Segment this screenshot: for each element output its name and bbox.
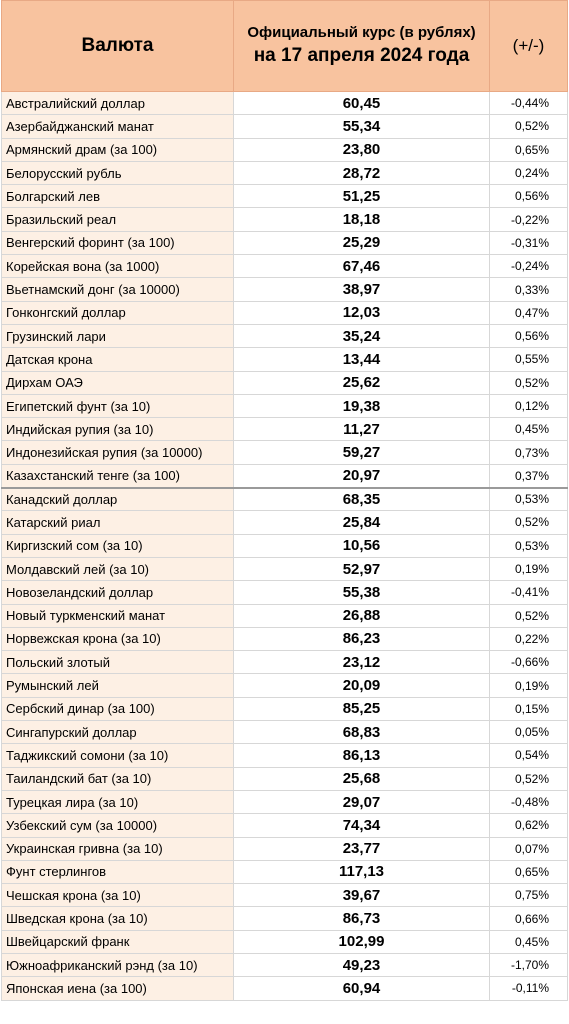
table-row bbox=[2, 721, 568, 744]
table-row bbox=[2, 534, 568, 557]
table-row bbox=[2, 441, 568, 464]
currency-name-cell: Польский злотый bbox=[2, 651, 234, 674]
table-row bbox=[2, 651, 568, 674]
change-cell: 0,19% bbox=[490, 674, 568, 697]
rate-cell: 11,27 bbox=[234, 418, 490, 441]
table-row bbox=[2, 837, 568, 860]
change-cell: 0,52% bbox=[490, 767, 568, 790]
table-row bbox=[2, 557, 568, 580]
currency-name-cell: Дирхам ОАЭ bbox=[2, 371, 234, 394]
change-cell: 0,56% bbox=[490, 185, 568, 208]
header-rate bbox=[234, 1, 490, 92]
rate-cell: 86,13 bbox=[234, 744, 490, 767]
table-row bbox=[2, 604, 568, 627]
currency-name-cell: Белорусский рубль bbox=[2, 161, 234, 184]
currency-name-cell: Таджикский сомони (за 10) bbox=[2, 744, 234, 767]
change-cell: 0,55% bbox=[490, 348, 568, 371]
rate-cell: 19,38 bbox=[234, 394, 490, 417]
currency-name-cell: Катарский риал bbox=[2, 511, 234, 534]
currency-name-cell: Шведская крона (за 10) bbox=[2, 907, 234, 930]
rate-cell: 12,03 bbox=[234, 301, 490, 324]
currency-name-cell: Фунт стерлингов bbox=[2, 860, 234, 883]
table-row bbox=[2, 231, 568, 254]
currency-name-cell: Индийская рупия (за 10) bbox=[2, 418, 234, 441]
change-cell: -0,48% bbox=[490, 790, 568, 813]
change-cell: 0,62% bbox=[490, 814, 568, 837]
table-row bbox=[2, 907, 568, 930]
rate-cell: 51,25 bbox=[234, 185, 490, 208]
table-header-row bbox=[2, 1, 568, 92]
rate-cell: 49,23 bbox=[234, 953, 490, 976]
rate-cell: 52,97 bbox=[234, 557, 490, 580]
currency-name-cell: Корейская вона (за 1000) bbox=[2, 255, 234, 278]
table-row bbox=[2, 301, 568, 324]
table-row bbox=[2, 627, 568, 650]
table-row bbox=[2, 418, 568, 441]
currency-name-cell: Сингапурский доллар bbox=[2, 721, 234, 744]
currency-name-cell: Вьетнамский донг (за 10000) bbox=[2, 278, 234, 301]
currency-name-cell: Канадский доллар bbox=[2, 488, 234, 511]
currency-name-cell: Турецкая лира (за 10) bbox=[2, 790, 234, 813]
currency-name-cell: Гонконгский доллар bbox=[2, 301, 234, 324]
change-cell: 0,37% bbox=[490, 464, 568, 487]
change-cell: 0,05% bbox=[490, 721, 568, 744]
table-row bbox=[2, 255, 568, 278]
rate-cell: 55,38 bbox=[234, 581, 490, 604]
change-cell: 0,12% bbox=[490, 394, 568, 417]
table-row bbox=[2, 790, 568, 813]
change-cell: -0,44% bbox=[490, 92, 568, 115]
rate-cell: 67,46 bbox=[234, 255, 490, 278]
rate-cell: 68,35 bbox=[234, 488, 490, 511]
currency-name-cell: Индонезийская рупия (за 10000) bbox=[2, 441, 234, 464]
rate-cell: 26,88 bbox=[234, 604, 490, 627]
table-row bbox=[2, 464, 568, 487]
currency-name-cell: Сербский динар (за 100) bbox=[2, 697, 234, 720]
table-row bbox=[2, 744, 568, 767]
table-row bbox=[2, 953, 568, 976]
change-cell: 0,15% bbox=[490, 697, 568, 720]
exchange-rates-table bbox=[1, 0, 568, 1001]
table-row bbox=[2, 161, 568, 184]
change-cell: 0,73% bbox=[490, 441, 568, 464]
change-cell: 0,52% bbox=[490, 115, 568, 138]
change-cell: -0,41% bbox=[490, 581, 568, 604]
rate-cell: 20,97 bbox=[234, 464, 490, 487]
currency-name-cell: Норвежская крона (за 10) bbox=[2, 627, 234, 650]
table-row bbox=[2, 767, 568, 790]
change-cell: -0,24% bbox=[490, 255, 568, 278]
table-row bbox=[2, 115, 568, 138]
currency-name-cell: Украинская гривна (за 10) bbox=[2, 837, 234, 860]
currency-name-cell: Чешская крона (за 10) bbox=[2, 884, 234, 907]
currency-name-cell: Новый туркменский манат bbox=[2, 604, 234, 627]
change-cell: 0,45% bbox=[490, 418, 568, 441]
rate-cell: 25,62 bbox=[234, 371, 490, 394]
table-body bbox=[2, 92, 568, 1001]
currency-name-cell: Новозеландский доллар bbox=[2, 581, 234, 604]
currency-name-cell: Казахстанский тенге (за 100) bbox=[2, 464, 234, 487]
change-cell: 0,52% bbox=[490, 371, 568, 394]
rate-cell: 68,83 bbox=[234, 721, 490, 744]
change-cell: 0,52% bbox=[490, 511, 568, 534]
currency-name-cell: Бразильский реал bbox=[2, 208, 234, 231]
change-cell: 0,53% bbox=[490, 534, 568, 557]
change-cell: 0,22% bbox=[490, 627, 568, 650]
rate-cell: 23,12 bbox=[234, 651, 490, 674]
table-row bbox=[2, 371, 568, 394]
table-row bbox=[2, 674, 568, 697]
change-cell: 0,33% bbox=[490, 278, 568, 301]
currency-name-cell: Узбекский сум (за 10000) bbox=[2, 814, 234, 837]
rate-cell: 60,94 bbox=[234, 977, 490, 1000]
rate-cell: 13,44 bbox=[234, 348, 490, 371]
table-row bbox=[2, 977, 568, 1000]
currency-name-cell: Киргизский сом (за 10) bbox=[2, 534, 234, 557]
rate-cell: 38,97 bbox=[234, 278, 490, 301]
table-row bbox=[2, 511, 568, 534]
change-cell: 0,24% bbox=[490, 161, 568, 184]
rate-cell: 117,13 bbox=[234, 860, 490, 883]
change-cell: 0,65% bbox=[490, 860, 568, 883]
currency-name-cell: Румынский лей bbox=[2, 674, 234, 697]
rate-cell: 25,84 bbox=[234, 511, 490, 534]
change-cell: 0,52% bbox=[490, 604, 568, 627]
rate-cell: 86,73 bbox=[234, 907, 490, 930]
table-row bbox=[2, 884, 568, 907]
change-cell: 0,75% bbox=[490, 884, 568, 907]
table-row bbox=[2, 814, 568, 837]
currency-name-cell: Египетский фунт (за 10) bbox=[2, 394, 234, 417]
rate-cell: 35,24 bbox=[234, 324, 490, 347]
rate-cell: 55,34 bbox=[234, 115, 490, 138]
table-row bbox=[2, 488, 568, 511]
header-change: (+/-) bbox=[490, 1, 568, 92]
change-cell: 0,65% bbox=[490, 138, 568, 161]
currency-name-cell: Японская иена (за 100) bbox=[2, 977, 234, 1000]
rate-cell: 59,27 bbox=[234, 441, 490, 464]
rate-cell: 28,72 bbox=[234, 161, 490, 184]
change-cell: 0,53% bbox=[490, 488, 568, 511]
rate-cell: 25,29 bbox=[234, 231, 490, 254]
rate-cell: 86,23 bbox=[234, 627, 490, 650]
currency-name-cell: Молдавский лей (за 10) bbox=[2, 557, 234, 580]
rate-cell: 25,68 bbox=[234, 767, 490, 790]
rate-cell: 23,80 bbox=[234, 138, 490, 161]
table-row bbox=[2, 92, 568, 115]
header-rate-line2: на 17 апреля 2024 года bbox=[253, 45, 470, 67]
rate-cell: 10,56 bbox=[234, 534, 490, 557]
table-row bbox=[2, 581, 568, 604]
change-cell: 0,19% bbox=[490, 557, 568, 580]
table-row bbox=[2, 208, 568, 231]
rate-cell: 23,77 bbox=[234, 837, 490, 860]
currency-name-cell: Венгерский форинт (за 100) bbox=[2, 231, 234, 254]
table-row bbox=[2, 324, 568, 347]
rate-cell: 60,45 bbox=[234, 92, 490, 115]
currency-name-cell: Болгарский лев bbox=[2, 185, 234, 208]
change-cell: 0,54% bbox=[490, 744, 568, 767]
change-cell: 0,45% bbox=[490, 930, 568, 953]
table-row bbox=[2, 278, 568, 301]
change-cell: -1,70% bbox=[490, 953, 568, 976]
table-row bbox=[2, 394, 568, 417]
rate-cell: 18,18 bbox=[234, 208, 490, 231]
header-currency: Валюта bbox=[2, 1, 234, 92]
currency-name-cell: Армянский драм (за 100) bbox=[2, 138, 234, 161]
rate-cell: 29,07 bbox=[234, 790, 490, 813]
rate-cell: 74,34 bbox=[234, 814, 490, 837]
change-cell: 0,66% bbox=[490, 907, 568, 930]
header-rate-line1: Официальный курс (в рублях) bbox=[247, 24, 476, 42]
currency-name-cell: Грузинский лари bbox=[2, 324, 234, 347]
change-cell: -0,66% bbox=[490, 651, 568, 674]
rate-cell: 39,67 bbox=[234, 884, 490, 907]
rate-cell: 20,09 bbox=[234, 674, 490, 697]
currency-name-cell: Азербайджанский манат bbox=[2, 115, 234, 138]
table-row bbox=[2, 348, 568, 371]
change-cell: -0,22% bbox=[490, 208, 568, 231]
currency-name-cell: Таиландский бат (за 10) bbox=[2, 767, 234, 790]
currency-name-cell: Датская крона bbox=[2, 348, 234, 371]
currency-name-cell: Швейцарский франк bbox=[2, 930, 234, 953]
rate-cell: 85,25 bbox=[234, 697, 490, 720]
table-row bbox=[2, 930, 568, 953]
currency-name-cell: Южноафриканский рэнд (за 10) bbox=[2, 953, 234, 976]
change-cell: -0,11% bbox=[490, 977, 568, 1000]
table-row bbox=[2, 185, 568, 208]
change-cell: -0,31% bbox=[490, 231, 568, 254]
table-row bbox=[2, 697, 568, 720]
change-cell: 0,47% bbox=[490, 301, 568, 324]
rate-cell: 102,99 bbox=[234, 930, 490, 953]
change-cell: 0,07% bbox=[490, 837, 568, 860]
table-row bbox=[2, 860, 568, 883]
currency-name-cell: Австралийский доллар bbox=[2, 92, 234, 115]
table-row bbox=[2, 138, 568, 161]
change-cell: 0,56% bbox=[490, 324, 568, 347]
